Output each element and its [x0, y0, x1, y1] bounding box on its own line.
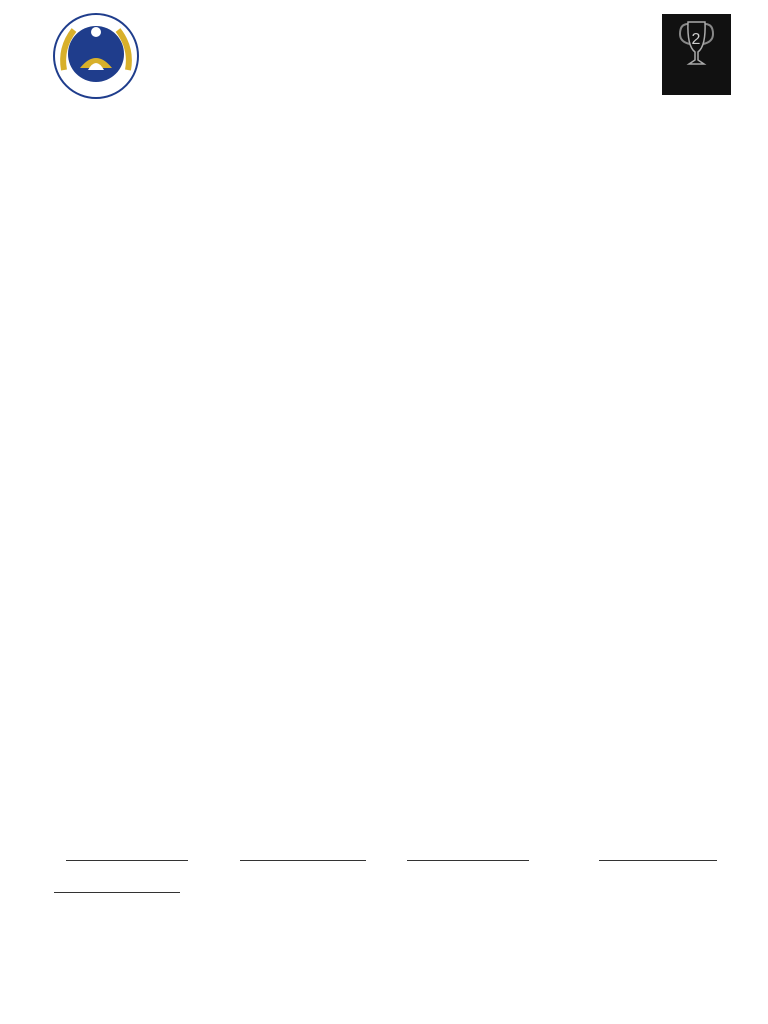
pinogaluman-cup-logo — [662, 14, 731, 95]
signature-coach-team-a — [240, 860, 366, 862]
svg-text:2: 2 — [691, 31, 701, 48]
pssi-logo — [50, 12, 142, 102]
signature-match-commissioner — [54, 892, 180, 894]
signature-manager-team-a — [66, 860, 188, 862]
signature-manager-team-b — [407, 860, 529, 862]
signature-coach-team-b — [599, 860, 717, 862]
